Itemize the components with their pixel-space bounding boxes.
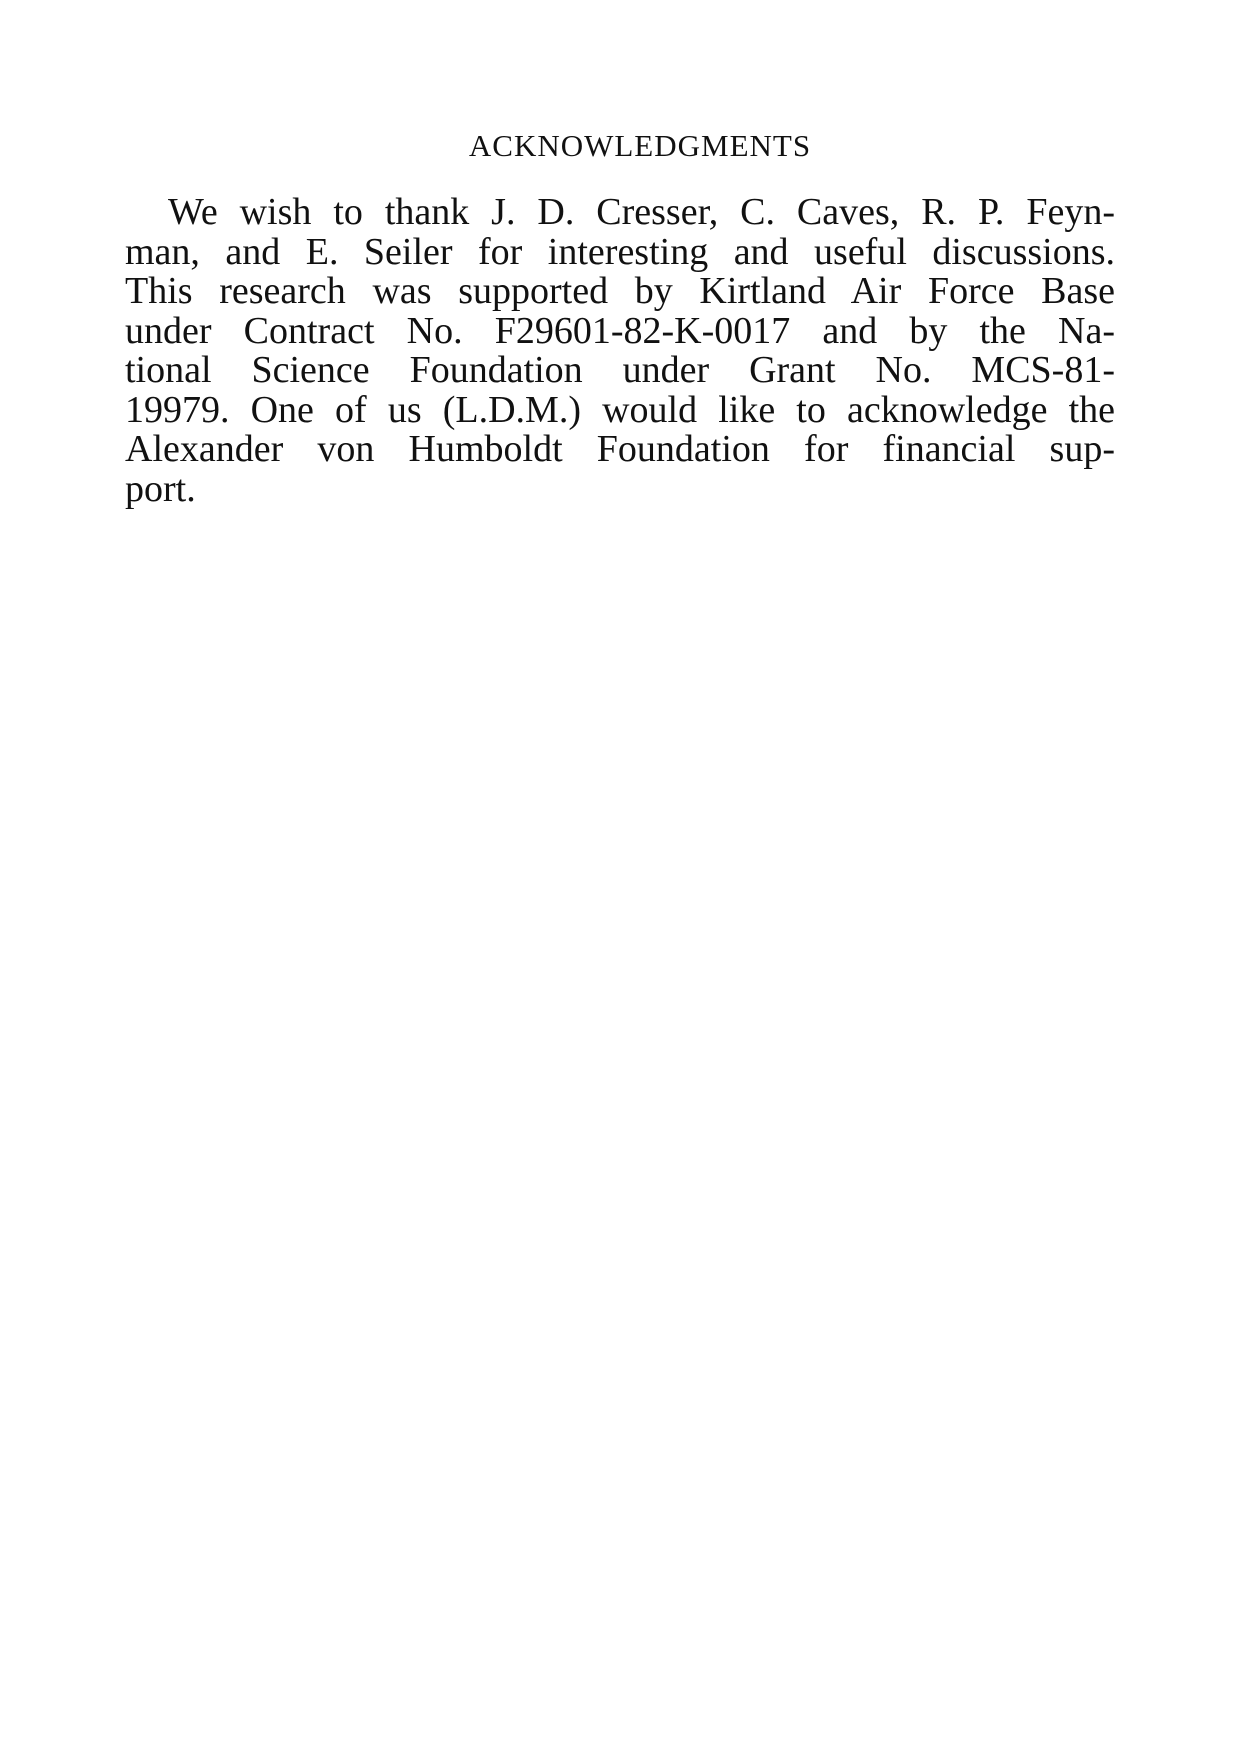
paragraph-line: This research was supported by Kirtland Air Force Base: [125, 270, 1115, 312]
section-heading: ACKNOWLEDGMENTS: [468, 128, 812, 163]
paragraph-line: man, and E. Seiler for interesting and useful discussions.: [125, 230, 1115, 273]
acknowledgments-paragraph: [125, 193, 1115, 509]
paragraph-line: tional Science Foundation under Grant No. MCS-81-: [125, 349, 1115, 391]
paragraph-line: under Contract No. F29601-82-K-0017 and by the Na-: [125, 309, 1115, 352]
paragraph-line: We wish to thank J. D. Cresser, C. Caves, R. P. Feyn-: [168, 191, 1115, 233]
paragraph-line: 19979. One of us (L.D.M.) would like to acknowledge the: [125, 388, 1115, 431]
paragraph-line: Alexander von Humboldt Foundation for financial sup-: [125, 428, 1115, 470]
paragraph-line: port.: [125, 467, 196, 510]
